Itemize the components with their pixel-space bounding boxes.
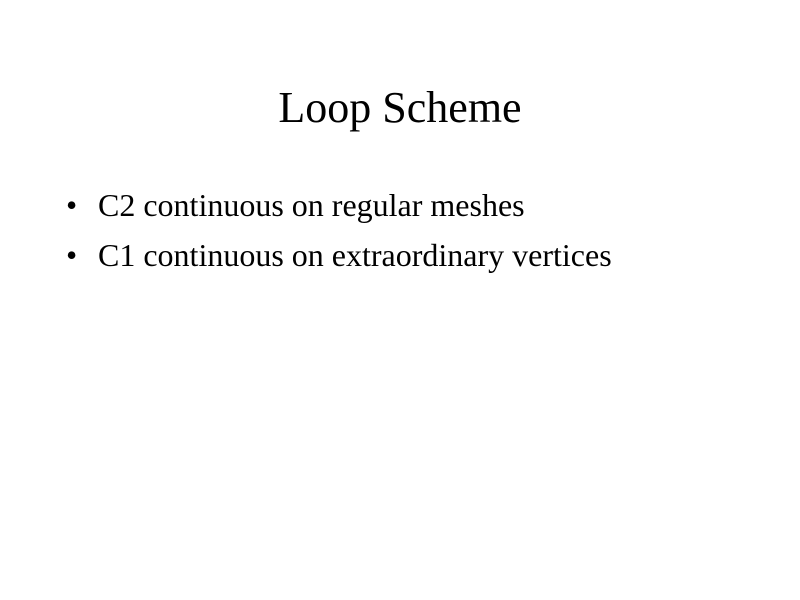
- bullet-item: [66, 230, 612, 280]
- bullet-text: C2 continuous on regular meshes: [98, 187, 525, 223]
- bullet-marker: •: [66, 237, 78, 273]
- bullet-text: C1 continuous on extraordinary vertices: [98, 237, 612, 273]
- slide-title: Loop Scheme: [278, 83, 522, 132]
- bullet-item: [66, 180, 612, 230]
- bullet-list: [66, 180, 612, 280]
- bullet-marker: •: [66, 187, 78, 223]
